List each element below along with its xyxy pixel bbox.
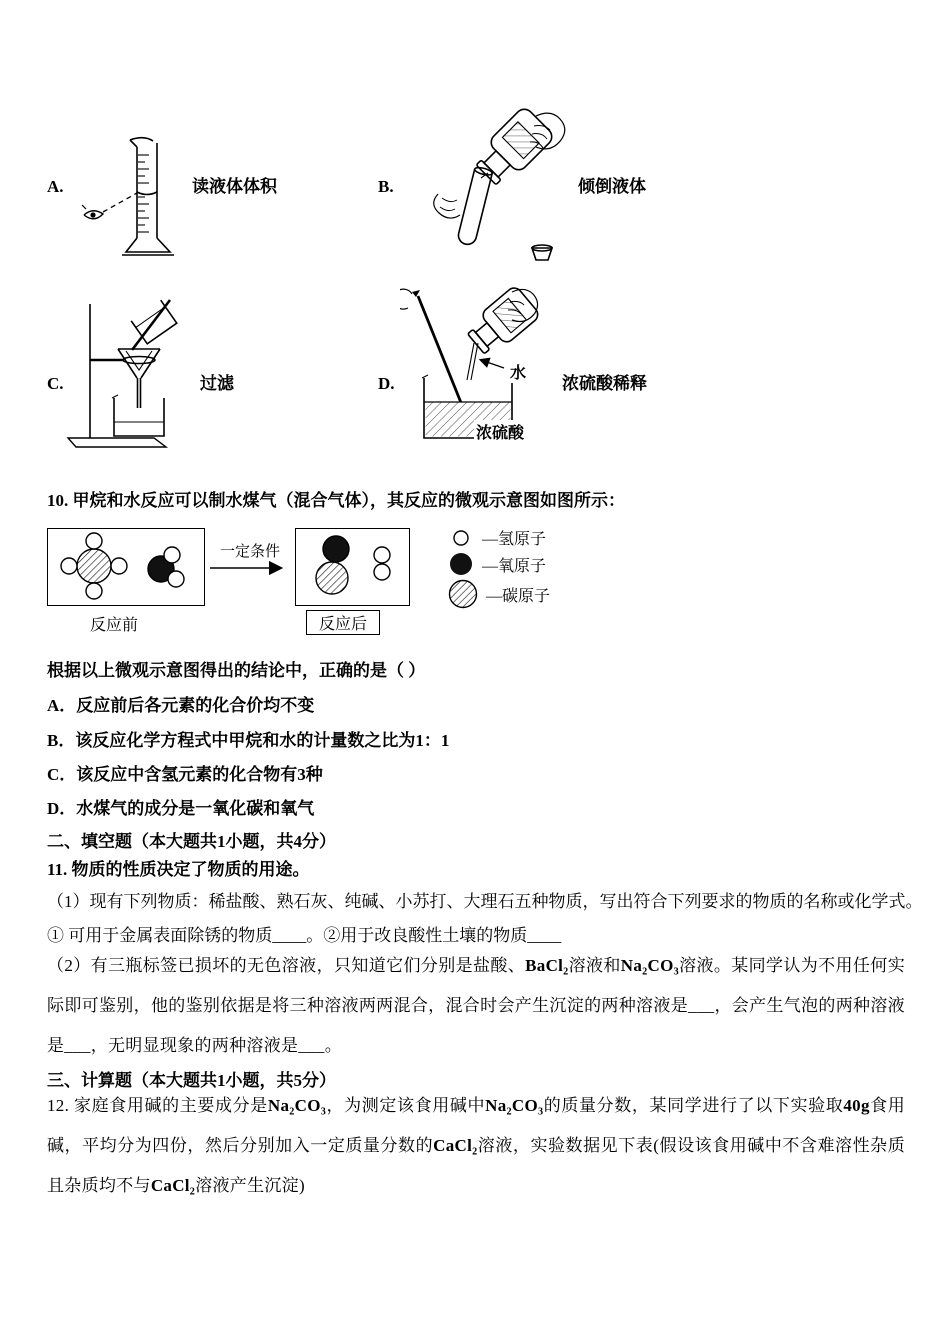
apparatus-label-c: 过滤	[200, 374, 234, 393]
sight-line	[103, 193, 137, 212]
apparatus-letter-b: B.	[378, 177, 394, 196]
carbon-atom-icon	[316, 562, 348, 594]
legend-row-carbon	[448, 579, 550, 609]
reaction-condition	[208, 540, 292, 575]
test-tube	[457, 166, 493, 246]
q11-part1-line2: ① 可用于金属表面除锈的物质____。②用于改良酸性土壤的物质____	[47, 926, 562, 945]
hydrogen-atom-icon	[86, 533, 102, 549]
carbon-atom-icon	[448, 579, 482, 609]
apparatus-letter-d: D.	[378, 374, 395, 393]
before-reaction-label: 反应前	[90, 617, 139, 634]
eye-icon	[82, 205, 103, 219]
section2-heading: 二、填空题（本大题共1小题，共4分）	[47, 832, 336, 851]
apparatus-letter-c: C.	[47, 374, 64, 393]
reaction-arrow-icon	[208, 561, 292, 575]
reaction-before-diagram	[47, 528, 205, 606]
oxygen-atom-icon	[448, 552, 478, 576]
graduated-cylinder-illustration	[80, 135, 200, 265]
glass-rod	[132, 300, 170, 350]
legend-label: —氢原子	[482, 531, 547, 548]
q11-part2: （2）有三瓶标签已损坏的无色溶液，只知道它们分别是盐酸、BaCl₂溶液和Na₂CO₃溶液。某同学认为不用任何实际即可鉴别，他的鉴别依据是将三种溶液两两混合，混合时会产生沉淀的两种溶液是___，会产生气泡的两种溶液是___，无明显现象的两种溶液是___。	[47, 956, 905, 1055]
bottle-stopper	[532, 245, 552, 260]
condition-label: 一定条件	[219, 544, 280, 560]
hydrogen-atom-icon	[164, 547, 180, 563]
q10-option-c: C．该反应中含氢元素的化合物有3种	[47, 765, 323, 784]
q10-option-a: A．反应前后各元素的化合价均不变	[47, 696, 315, 715]
water-pointer-arrow	[481, 360, 504, 368]
q11-part1-line1: （1）现有下列物质：稀盐酸、熟石灰、纯碱、小苏打、大理石五种物质，写出符合下列要求的物质的名称或化学式。	[47, 892, 923, 911]
q10-option-d: D．水煤气的成分是一氧化碳和氧气	[47, 799, 315, 818]
legend-row-hydrogen	[448, 526, 550, 549]
water-annotation: 水	[508, 360, 528, 383]
hydrogen-atom-icon	[448, 529, 478, 547]
oxygen-atom-icon	[323, 536, 349, 562]
q10-stem: 10. 甲烷和水反应可以制水煤气（混合气体），其反应的微观示意图如图所示：	[47, 491, 625, 510]
acid-annotation: 浓硫酸	[474, 420, 526, 443]
q10-question: 根据以上微观示意图得出的结论中，正确的是（ ）	[47, 661, 426, 680]
legend-label: —碳原子	[486, 587, 551, 605]
stand-base	[68, 438, 166, 447]
hydrogen-atom-icon	[111, 558, 127, 574]
apparatus-letter-a: A.	[47, 177, 64, 196]
legend-row-oxygen	[448, 552, 550, 576]
carbon-atom-icon	[77, 549, 111, 583]
q11-stem: 11. 物质的性质决定了物质的用途。	[47, 860, 310, 879]
hydrogen-atom-icon	[168, 571, 184, 587]
water-bottle	[463, 285, 541, 359]
hydrogen-atom-icon	[61, 558, 77, 574]
hydrogen-atom-icon	[374, 564, 390, 580]
legend-label: —氧原子	[482, 557, 547, 575]
atom-legend	[448, 526, 550, 609]
apparatus-label-b: 倾倒液体	[578, 177, 646, 196]
section3-heading: 三、计算题（本大题共1小题，共5分）	[47, 1071, 336, 1090]
q10-option-b: B．该反应化学方程式中甲烷和水的计量数之比为1：1	[47, 731, 450, 750]
hydrogen-atom-icon	[374, 547, 390, 563]
after-reaction-label: 反应后	[306, 610, 380, 635]
stir-arrow-icon	[400, 289, 412, 309]
apparatus-label-d: 浓硫酸稀释	[562, 374, 647, 393]
hydrogen-atom-icon	[86, 583, 102, 599]
reaction-after-diagram	[295, 528, 410, 606]
hand-icon	[434, 194, 460, 218]
pouring-liquid-illustration	[408, 100, 578, 265]
funnel	[118, 349, 160, 408]
filtration-illustration	[62, 292, 197, 452]
apparatus-label-a: 读液体体积	[192, 177, 277, 196]
water-stream	[467, 343, 474, 380]
q12-text: 12. 家庭食用碱的主要成分是Na₂CO₃，为测定该食用碱中Na₂CO₃的质量分数，某同学进行了以下实验取40g食用碱，平均分为四份，然后分别加入一定质量分数的CaCl₂溶液，实验数据见下表(假设该食用碱中不含难溶性杂质且杂质均不与CaCl₂溶液产生沉淀)	[47, 1096, 905, 1195]
